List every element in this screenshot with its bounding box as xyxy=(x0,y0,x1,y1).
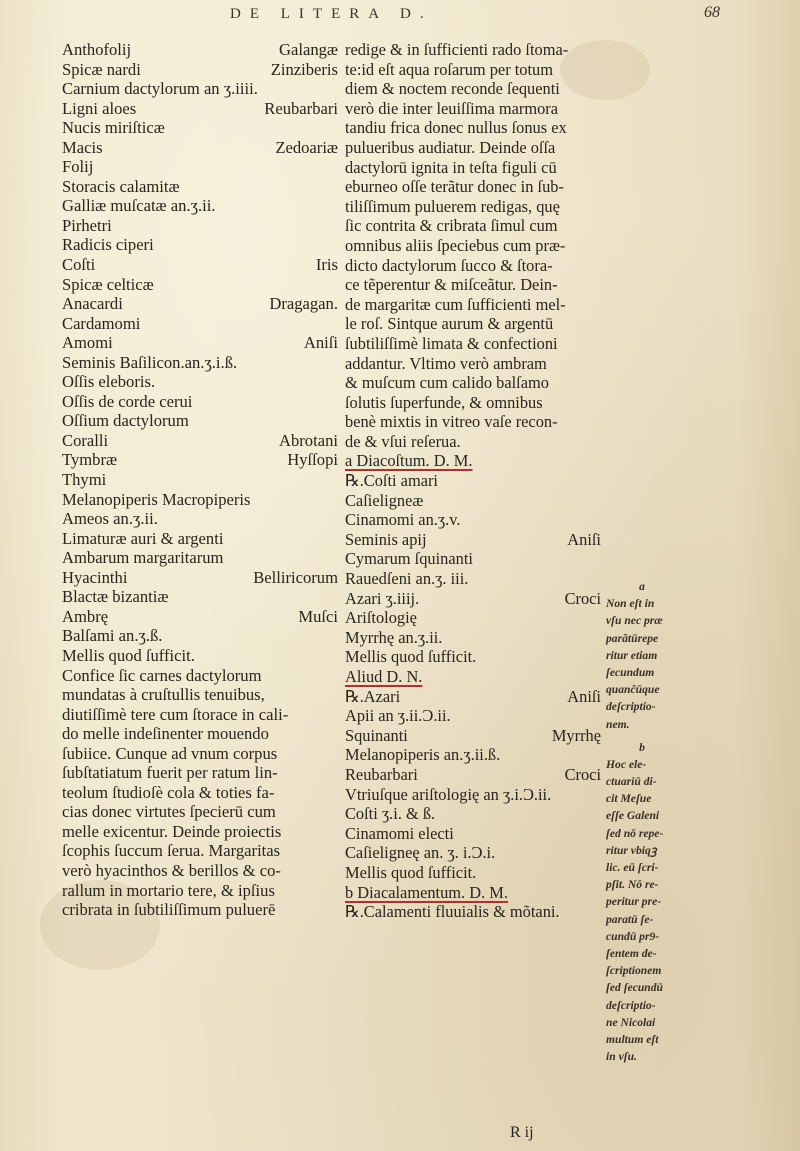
text-line-second: Dragagan. xyxy=(269,294,338,314)
text-line-main: ℞.Coſti amari xyxy=(345,471,438,491)
text-line xyxy=(62,548,340,568)
margin-notes xyxy=(606,578,686,1065)
text-line-main: melle exicentur. Deinde proiectis xyxy=(62,821,282,841)
text-line xyxy=(62,744,340,764)
margin-note-line: ctuariū di- xyxy=(606,775,657,789)
text-line-main: benè mixtis in vitreo vaſe recon- xyxy=(345,412,558,432)
margin-note-line: deſcriptio- xyxy=(606,700,656,714)
text-line-main: Mellis quod ſufficit. xyxy=(62,645,195,665)
text-line xyxy=(345,236,603,256)
text-line-second: Myrrhę xyxy=(551,725,601,745)
text-line-main: Aliud D. N. xyxy=(345,667,423,686)
text-line xyxy=(62,841,340,861)
text-line-main: & muſcum cum calido balſamo xyxy=(345,373,549,393)
text-line-main: redige & in ſufficienti rado ſtoma- xyxy=(345,40,569,59)
text-line xyxy=(345,373,603,393)
text-line-main: Ameos an.ʒ.ii. xyxy=(62,509,158,529)
margin-note-line: ritur vbiqꝫ xyxy=(606,843,657,857)
text-line-main: Spicæ nardi xyxy=(62,59,141,79)
text-line-main: Rauedſeni an.ʒ. iii. xyxy=(345,569,469,589)
text-line xyxy=(345,334,603,354)
text-line-main: Macis xyxy=(62,137,103,157)
text-line xyxy=(345,745,603,765)
text-line xyxy=(62,333,340,353)
text-line-main: diem & noctem reconde ſequenti xyxy=(345,79,560,99)
margin-note-line: deſcriptio- xyxy=(606,998,656,1012)
text-line-main: Caſieligneæ xyxy=(345,490,424,510)
text-line-main: mundatas à cruſtullis tenuibus, xyxy=(62,685,265,705)
text-line-main: Melanopiperis Macropiperis xyxy=(62,489,251,509)
margin-note-line: ſed nō repe- xyxy=(606,826,664,840)
text-line-main: Apii an ʒ.ii.Ɔ.ii. xyxy=(345,706,451,726)
text-line xyxy=(62,255,340,275)
text-line xyxy=(345,804,603,824)
text-line-main: ſubſtatiatum fuerit per ratum lin- xyxy=(62,763,278,783)
text-line-main: do melle indeſinenter mouendo xyxy=(62,724,269,744)
text-line-main: Coſti xyxy=(62,255,96,275)
text-line xyxy=(62,822,340,842)
text-line-main: ſcophis ſuccum ſerua. Margaritas xyxy=(62,841,281,861)
text-line xyxy=(62,177,340,197)
left-column xyxy=(62,40,340,920)
text-line xyxy=(62,118,340,138)
margin-note-line: parãtūrepe xyxy=(606,631,659,645)
text-line xyxy=(62,40,340,60)
text-line xyxy=(345,726,603,746)
text-line-main: verò hyacinthos & berillos & co- xyxy=(62,860,281,880)
text-line xyxy=(345,393,603,413)
margin-note-line: ne Nicolai xyxy=(606,1015,656,1029)
text-line-main: Coralli xyxy=(62,430,109,450)
text-line-main: Cardamomi xyxy=(62,313,141,333)
text-line xyxy=(62,431,340,451)
text-line-main: tiliſſimum puluerem redigas, quę xyxy=(345,196,560,216)
catchword: R ij xyxy=(510,1124,534,1141)
text-line xyxy=(345,510,603,530)
margin-note-line: cit Meſue xyxy=(606,792,652,806)
text-line-main: ſic contrita & cribrata ſimul cum xyxy=(345,216,558,236)
margin-note-line: ſentem de- xyxy=(606,946,657,960)
text-line-second: Hyſſopi xyxy=(287,450,338,470)
text-line-second: Reubarbari xyxy=(264,98,338,118)
text-line-main: Caſieligneę an. ʒ. i.Ɔ.i. xyxy=(345,843,496,863)
text-line xyxy=(62,157,340,177)
text-line-main: le roſ. Sintque aurum & argentū xyxy=(345,314,554,334)
text-line xyxy=(62,529,340,549)
text-line-second: Muſci xyxy=(298,606,338,626)
page-number: 68 xyxy=(704,4,720,21)
text-line xyxy=(345,295,603,315)
text-line xyxy=(62,275,340,295)
margin-note-line: ſcriptionem xyxy=(606,964,662,978)
text-line xyxy=(345,451,603,471)
text-line xyxy=(345,491,603,511)
margin-note-line: peritur pre- xyxy=(606,895,662,909)
text-line-main: Coſti ʒ.i. & ß. xyxy=(345,804,436,824)
text-line-main: cias donec virtutes ſpecierū cum xyxy=(62,802,276,822)
text-line-main: Vtriuſque ariſtologię an ʒ.i.Ɔ.ii. xyxy=(345,784,552,804)
text-line xyxy=(345,412,603,432)
text-line-main: b Diacalamentum. D. M. xyxy=(345,882,508,902)
text-line xyxy=(62,490,340,510)
text-line xyxy=(345,902,603,922)
text-line xyxy=(345,158,603,178)
margin-note-line: vſu nec præ xyxy=(606,614,663,628)
text-line xyxy=(62,587,340,607)
margin-note-line: Non eſt in xyxy=(606,597,655,611)
text-line-main: Melanopiperis an.ʒ.ii.ß. xyxy=(345,745,501,765)
text-line-main: diutiſſimè tere cum ſtorace in cali- xyxy=(62,704,289,724)
text-line xyxy=(62,314,340,334)
text-line-main: Ambarum margaritarum xyxy=(62,548,224,568)
text-line xyxy=(62,861,340,881)
text-line xyxy=(345,569,603,589)
text-line xyxy=(345,79,603,99)
margin-note-line: eſſe Galeni xyxy=(606,809,660,823)
margin-note-line: paratū ſe- xyxy=(606,912,654,926)
text-line-main: Thymi xyxy=(62,470,107,490)
text-line xyxy=(62,79,340,99)
text-line xyxy=(345,863,603,883)
text-line-main: de margaritæ cum ſufficienti mel- xyxy=(345,294,566,314)
text-line xyxy=(62,685,340,705)
text-line-main: Seminis Baſilicon.an.ʒ.i.ß. xyxy=(62,352,238,372)
text-line xyxy=(345,197,603,217)
text-line-main: Oſſis de corde cerui xyxy=(62,391,193,411)
text-line-main: Mellis quod ſufficit. xyxy=(345,647,477,667)
text-line xyxy=(345,354,603,374)
running-head-title: DE LITERA D. xyxy=(230,6,433,22)
text-line xyxy=(62,900,340,920)
text-line-main: Azari ʒ.iiij. xyxy=(345,588,420,608)
text-line-main: Oſſis eleboris. xyxy=(62,372,156,392)
text-line-second: Belliricorum xyxy=(253,567,338,587)
text-line-main: Blactæ bizantiæ xyxy=(62,587,169,607)
text-line-main: pulueribus audiatur. Deinde oſſa xyxy=(345,137,556,157)
text-line-main: Balſami an.ʒ.ß. xyxy=(62,626,163,646)
margin-note-line: lic. eū ſcri- xyxy=(606,861,659,874)
margin-note-line: Hoc ele- xyxy=(606,757,647,771)
margin-note-line: ſecundum xyxy=(606,665,655,679)
text-line-main: Squinanti xyxy=(345,725,408,745)
text-line-main: Confice ſic carnes dactylorum xyxy=(62,665,262,685)
text-line xyxy=(345,687,603,707)
text-line-main: eburneo oſſe terãtur donec in ſub- xyxy=(345,177,564,197)
text-line xyxy=(62,607,340,627)
text-line xyxy=(62,99,340,119)
text-line-main: cribrata in ſubtiliſſimum puluerē xyxy=(62,900,276,920)
text-line-main: Oſſium dactylorum xyxy=(62,411,189,431)
text-line-main: Anacardi xyxy=(62,294,123,314)
margin-note-line: ritur etiam xyxy=(606,648,658,662)
text-line-main: Amomi xyxy=(62,333,113,353)
text-line-second: Zedoariæ xyxy=(275,137,338,157)
text-line-main: Storacis calamitæ xyxy=(62,176,180,196)
text-line xyxy=(62,470,340,490)
text-line xyxy=(345,256,603,276)
margin-note-line: ſed ſecundū xyxy=(606,981,663,995)
text-line xyxy=(62,666,340,686)
text-line-main: Folij xyxy=(62,157,94,177)
text-line-main: ſubiice. Cunque ad vnum corpus xyxy=(62,743,278,763)
margin-note-line: cundū pr9- xyxy=(606,929,660,943)
text-line xyxy=(62,60,340,80)
text-line-main: ℞.Azari xyxy=(345,686,401,706)
text-line-second: Galangæ xyxy=(279,40,338,59)
text-line-main: rallum in mortario tere, & ipſius xyxy=(62,880,275,900)
text-line-main: Ligni aloes xyxy=(62,98,137,118)
text-line-main: Cinamomi an.ʒ.v. xyxy=(345,510,461,530)
text-line-main: Carnium dactylorum an ʒ.iiii. xyxy=(62,79,258,99)
text-line-second: Croci xyxy=(564,588,601,608)
text-line-main: a Diacoſtum. D. M. xyxy=(345,451,473,471)
text-line xyxy=(345,530,603,550)
margin-note-line: quanĉūque xyxy=(606,683,660,697)
margin-note-line: multum eſt xyxy=(606,1032,659,1046)
text-line xyxy=(62,705,340,725)
text-line xyxy=(62,763,340,783)
text-line-main: Anthofolij xyxy=(62,40,132,59)
text-line-main: Limaturæ auri & argenti xyxy=(62,528,224,548)
text-line xyxy=(345,118,603,138)
text-line xyxy=(62,372,340,392)
text-line xyxy=(345,706,603,726)
text-line-main: Galliæ muſcatæ an.ʒ.ii. xyxy=(62,196,216,216)
text-line xyxy=(62,196,340,216)
text-line xyxy=(345,177,603,197)
text-line xyxy=(62,724,340,744)
text-line-main: Radicis ciperi xyxy=(62,235,154,255)
text-line xyxy=(62,802,340,822)
margin-note-line: in vſu. xyxy=(606,1050,637,1064)
text-line-main: ſubtiliſſimè limata & confectioni xyxy=(345,333,558,353)
text-line xyxy=(62,450,340,470)
text-line-main: ce tẽperentur & miſceãtur. Dein- xyxy=(345,275,558,295)
text-line-main: Ambrę xyxy=(62,606,109,626)
text-line xyxy=(345,843,603,863)
text-line-main: ſolutis ſuperfunde, & omnibus xyxy=(345,392,543,412)
text-line xyxy=(345,589,603,609)
margin-note-line: a xyxy=(639,580,645,593)
text-line-main: Nucis miriſticæ xyxy=(62,118,165,138)
text-line-main: de & vſui reſerua. xyxy=(345,431,461,451)
text-line-main: omnibus aliis ſpeciebus cum præ- xyxy=(345,235,566,255)
text-line-main: teolum ſtudioſè cola & toties fa- xyxy=(62,782,275,802)
text-line-main: Myrrhę an.ʒ.ii. xyxy=(345,627,443,647)
text-line-main: Pirhetri xyxy=(62,215,112,235)
text-line-second: Aniſi xyxy=(303,333,338,353)
text-line-second: Aniſi xyxy=(567,529,601,549)
text-line-main: te:id eſt aqua roſarum per totum xyxy=(345,59,554,79)
text-line xyxy=(345,60,603,80)
text-line xyxy=(62,568,340,588)
text-line xyxy=(345,40,603,60)
text-line-main: dicto dactylorum ſucco & ſtora- xyxy=(345,255,553,275)
margin-note-line: nem. xyxy=(606,717,630,731)
text-line-main: Seminis apij xyxy=(345,529,427,549)
text-line-second: Aniſi xyxy=(567,686,601,706)
text-line-main: addantur. Vltimo verò ambram xyxy=(345,353,547,373)
text-line-main: Reubarbari xyxy=(345,764,418,784)
text-line-main: Mellis quod ſufficit. xyxy=(345,862,477,882)
text-line xyxy=(62,216,340,236)
text-line xyxy=(345,549,603,569)
text-line xyxy=(345,432,603,452)
text-line xyxy=(62,392,340,412)
text-line xyxy=(345,471,603,491)
text-line xyxy=(62,509,340,529)
text-line xyxy=(345,608,603,628)
text-line-main: Cymarum ſquinanti xyxy=(345,549,473,569)
text-line xyxy=(62,626,340,646)
text-line xyxy=(345,824,603,844)
text-line xyxy=(345,765,603,785)
text-line xyxy=(62,646,340,666)
text-line-second: Croci xyxy=(564,764,601,784)
text-line xyxy=(345,99,603,119)
text-line xyxy=(62,881,340,901)
text-line xyxy=(345,216,603,236)
text-line-main: Hyacinthi xyxy=(62,567,128,587)
text-line xyxy=(62,138,340,158)
text-line-main: Ariſtologię xyxy=(345,608,417,628)
text-line xyxy=(345,314,603,334)
text-line xyxy=(62,783,340,803)
text-line xyxy=(345,275,603,295)
text-line-main: Tymbræ xyxy=(62,450,118,470)
margin-note-line: pſit. Nō re- xyxy=(606,878,659,892)
text-line-second: Zinziberis xyxy=(270,59,338,79)
text-line xyxy=(62,294,340,314)
text-line-main: dactylorū ignita in teſta figuli cū xyxy=(345,157,557,177)
margin-note-line: b xyxy=(639,740,645,754)
text-line-main: Spicæ celticæ xyxy=(62,274,154,294)
text-line xyxy=(62,411,340,431)
text-line xyxy=(345,628,603,648)
text-line xyxy=(62,353,340,373)
running-head xyxy=(0,4,800,30)
text-line xyxy=(345,883,603,903)
right-column xyxy=(345,40,603,922)
text-line xyxy=(345,667,603,687)
text-line-main: Cinamomi electi xyxy=(345,823,454,843)
text-line-second: Abrotani xyxy=(279,430,338,450)
text-line xyxy=(345,647,603,667)
text-line xyxy=(345,138,603,158)
text-line xyxy=(62,235,340,255)
text-line-main: verò die inter leuiſſima marmora xyxy=(345,98,558,118)
text-line-main: ℞.Calamenti fluuialis & mõtani. xyxy=(345,902,560,922)
text-line xyxy=(345,785,603,805)
text-line-main: tandiu frica donec nullus ſonus ex xyxy=(345,118,567,138)
text-line-second: Iris xyxy=(315,255,338,275)
